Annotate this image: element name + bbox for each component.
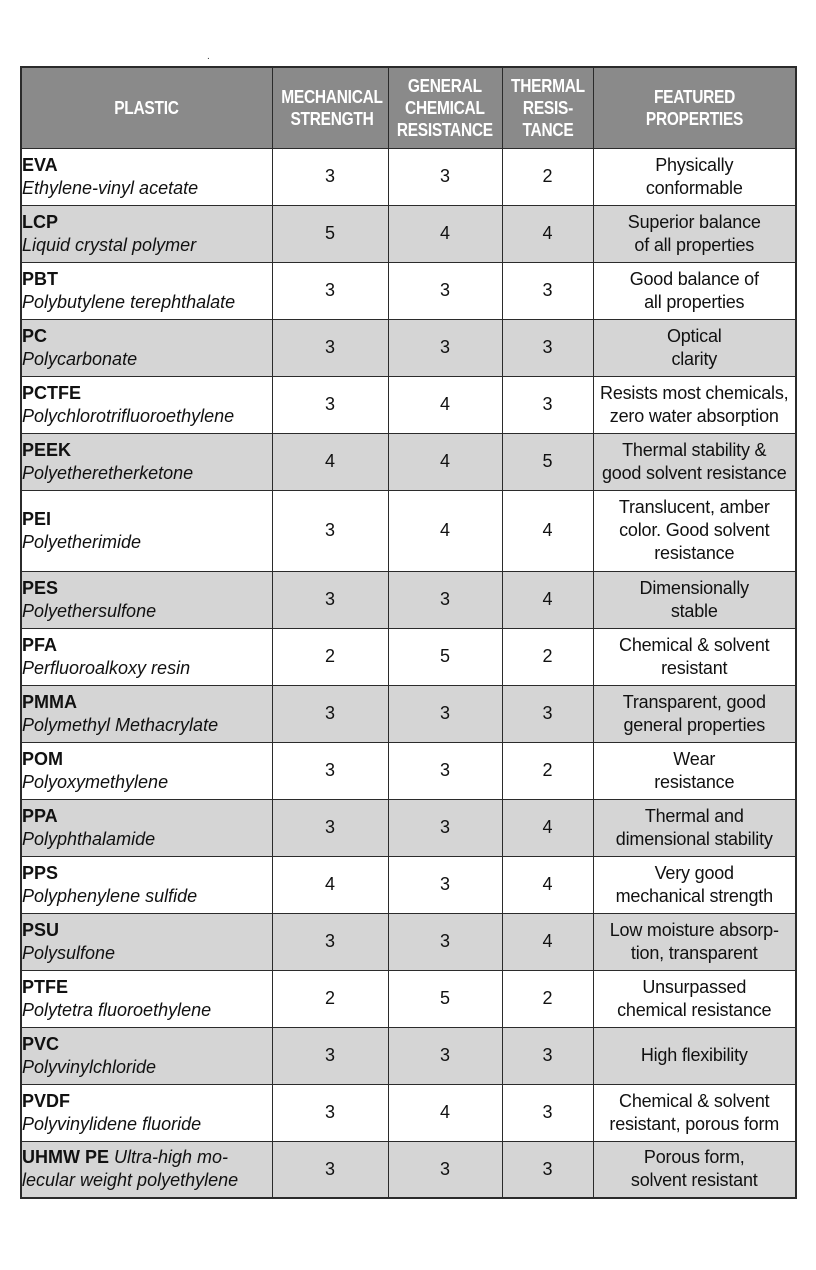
- plastic-cell: [21, 262, 272, 319]
- featured-properties-value: Porous form, solvent resistant: [593, 1141, 796, 1198]
- thermal-resistance-value: 4: [502, 490, 593, 571]
- featured-properties-value: Chemical & solvent resistant: [593, 628, 796, 685]
- thermal-resistance-value: 3: [502, 685, 593, 742]
- plastic-cell: [21, 319, 272, 376]
- plastic-abbreviation: PEI: [22, 508, 52, 529]
- thermal-resistance-value: 5: [502, 433, 593, 490]
- table-row: [21, 490, 796, 571]
- plastic-full-name: Polychlorotrifluoroethylene: [22, 405, 235, 426]
- plastic-full-name: Polytetra fluoroethylene: [22, 999, 212, 1020]
- plastic-cell: [21, 628, 272, 685]
- featured-properties-value: Physically conformable: [593, 148, 796, 205]
- plastic-full-name: Polyethersulfone: [22, 600, 157, 621]
- thermal-resistance-value: 4: [502, 571, 593, 628]
- mechanical-strength-value: 3: [272, 1084, 388, 1141]
- header-plastic: PLASTIC: [21, 67, 272, 148]
- table-row: [21, 262, 796, 319]
- header-general-chemical-resistance: GENERAL CHEMICAL RESISTANCE: [388, 67, 502, 148]
- mechanical-strength-value: 4: [272, 433, 388, 490]
- table-row: [21, 571, 796, 628]
- featured-properties-value: Thermal and dimensional stability: [593, 799, 796, 856]
- plastics-properties-table: [20, 66, 797, 1199]
- featured-properties-value: Dimensionally stable: [593, 571, 796, 628]
- table-row: [21, 970, 796, 1027]
- chemical-resistance-value: 3: [388, 571, 502, 628]
- chemical-resistance-value: 3: [388, 799, 502, 856]
- plastic-abbreviation: EVA: [22, 154, 58, 175]
- mechanical-strength-value: 4: [272, 856, 388, 913]
- plastic-cell: [21, 1141, 272, 1198]
- plastic-cell: [21, 376, 272, 433]
- chemical-resistance-value: 3: [388, 913, 502, 970]
- table-row: [21, 913, 796, 970]
- plastic-abbreviation: UHMW PE: [22, 1147, 109, 1168]
- plastic-abbreviation: PMMA: [22, 691, 77, 712]
- plastic-full-name: Polyvinylidene fluoride: [22, 1113, 202, 1134]
- featured-properties-value: Transparent, good general properties: [593, 685, 796, 742]
- chemical-resistance-value: 4: [388, 1084, 502, 1141]
- plastic-abbreviation: PC: [22, 325, 48, 346]
- header-thermal-resistance: THERMAL RESIS- TANCE: [502, 67, 593, 148]
- header-row: [21, 67, 796, 148]
- plastic-full-name: Ultra-high mo- lecular weight polyethylene: [22, 1147, 239, 1191]
- table-row: [21, 799, 796, 856]
- plastic-abbreviation: PTFE: [22, 976, 69, 997]
- thermal-resistance-value: 2: [502, 742, 593, 799]
- table-header: [21, 67, 796, 148]
- table-row: [21, 205, 796, 262]
- thermal-resistance-value: 4: [502, 205, 593, 262]
- plastic-full-name: Polyphthalamide: [22, 828, 156, 849]
- plastic-abbreviation: PVC: [22, 1033, 60, 1054]
- plastic-full-name: Polyoxymethylene: [22, 771, 169, 792]
- featured-properties-value: Chemical & solvent resistant, porous form: [593, 1084, 796, 1141]
- chemical-resistance-value: 3: [388, 1027, 502, 1084]
- plastic-abbreviation: PCTFE: [22, 382, 82, 403]
- stray-dot-mark: .: [207, 51, 210, 62]
- plastic-abbreviation: PPA: [22, 805, 58, 826]
- chemical-resistance-value: 4: [388, 205, 502, 262]
- mechanical-strength-value: 3: [272, 1141, 388, 1198]
- thermal-resistance-value: 2: [502, 148, 593, 205]
- mechanical-strength-value: 3: [272, 319, 388, 376]
- chemical-resistance-value: 3: [388, 262, 502, 319]
- thermal-resistance-value: 4: [502, 913, 593, 970]
- chemical-resistance-value: 4: [388, 433, 502, 490]
- chemical-resistance-value: 3: [388, 148, 502, 205]
- chemical-resistance-value: 3: [388, 742, 502, 799]
- mechanical-strength-value: 3: [272, 1027, 388, 1084]
- plastic-abbreviation: PVDF: [22, 1090, 71, 1111]
- chemical-resistance-value: 5: [388, 628, 502, 685]
- featured-properties-value: Low moisture absorp- tion, transparent: [593, 913, 796, 970]
- thermal-resistance-value: 2: [502, 970, 593, 1027]
- plastic-cell: [21, 685, 272, 742]
- featured-properties-value: Good balance of all properties: [593, 262, 796, 319]
- table-row: [21, 742, 796, 799]
- table-row: [21, 1141, 796, 1198]
- mechanical-strength-value: 3: [272, 799, 388, 856]
- plastic-cell: [21, 571, 272, 628]
- thermal-resistance-value: 4: [502, 799, 593, 856]
- header-featured-properties: FEATURED PROPERTIES: [593, 67, 796, 148]
- plastic-full-name: Polysulfone: [22, 942, 116, 963]
- plastic-cell: [21, 1027, 272, 1084]
- featured-properties-value: Unsurpassed chemical resistance: [593, 970, 796, 1027]
- chemical-resistance-value: 3: [388, 685, 502, 742]
- featured-properties-value: Wear resistance: [593, 742, 796, 799]
- table-row: [21, 1084, 796, 1141]
- thermal-resistance-value: 2: [502, 628, 593, 685]
- mechanical-strength-value: 3: [272, 490, 388, 571]
- plastic-abbreviation: PPS: [22, 862, 59, 883]
- plastic-full-name: Polyvinylchloride: [22, 1056, 157, 1077]
- plastic-cell: [21, 490, 272, 571]
- table-row: [21, 433, 796, 490]
- chemical-resistance-value: 4: [388, 376, 502, 433]
- mechanical-strength-value: 2: [272, 628, 388, 685]
- mechanical-strength-value: 3: [272, 376, 388, 433]
- mechanical-strength-value: 3: [272, 571, 388, 628]
- plastic-cell: [21, 433, 272, 490]
- table-row: [21, 319, 796, 376]
- table-row: [21, 685, 796, 742]
- thermal-resistance-value: 4: [502, 856, 593, 913]
- plastic-abbreviation: LCP: [22, 211, 58, 232]
- table-row: [21, 148, 796, 205]
- plastic-abbreviation: PSU: [22, 919, 60, 940]
- plastic-cell: [21, 742, 272, 799]
- plastic-full-name: Polybutylene terephthalate: [22, 291, 236, 312]
- plastic-cell: [21, 1084, 272, 1141]
- plastic-cell: [21, 205, 272, 262]
- mechanical-strength-value: 3: [272, 262, 388, 319]
- table-row: [21, 376, 796, 433]
- plastic-cell: [21, 799, 272, 856]
- plastic-cell: [21, 856, 272, 913]
- featured-properties-value: Superior balance of all properties: [593, 205, 796, 262]
- table-row: [21, 856, 796, 913]
- plastic-full-name: Polycarbonate: [22, 348, 138, 369]
- mechanical-strength-value: 3: [272, 913, 388, 970]
- plastic-full-name: Polyphenylene sulfide: [22, 885, 198, 906]
- thermal-resistance-value: 3: [502, 262, 593, 319]
- chemical-resistance-value: 3: [388, 856, 502, 913]
- mechanical-strength-value: 3: [272, 685, 388, 742]
- thermal-resistance-value: 3: [502, 1141, 593, 1198]
- table-row: [21, 1027, 796, 1084]
- mechanical-strength-value: 3: [272, 742, 388, 799]
- plastic-abbreviation: PEEK: [22, 439, 72, 460]
- mechanical-strength-value: 2: [272, 970, 388, 1027]
- thermal-resistance-value: 3: [502, 376, 593, 433]
- plastic-cell: [21, 913, 272, 970]
- featured-properties-value: Very good mechanical strength: [593, 856, 796, 913]
- featured-properties-value: High flexibility: [593, 1027, 796, 1084]
- thermal-resistance-value: 3: [502, 1084, 593, 1141]
- plastic-cell: [21, 148, 272, 205]
- table-row: [21, 628, 796, 685]
- chemical-resistance-value: 3: [388, 1141, 502, 1198]
- plastic-full-name: Polyetheretherketone: [22, 462, 194, 483]
- chemical-resistance-value: 4: [388, 490, 502, 571]
- plastic-full-name: Ethylene-vinyl acetate: [22, 177, 199, 198]
- plastic-full-name: Polymethyl Methacrylate: [22, 714, 219, 735]
- plastic-full-name: Polyetherimide: [22, 531, 142, 552]
- header-mechanical-strength: MECHANICAL STRENGTH: [272, 67, 388, 148]
- plastic-abbreviation: POM: [22, 748, 64, 769]
- plastic-abbreviation: PES: [22, 577, 59, 598]
- mechanical-strength-value: 3: [272, 148, 388, 205]
- table-body: [21, 148, 796, 1198]
- plastic-full-name: Perfluoroalkoxy resin: [22, 657, 191, 678]
- mechanical-strength-value: 5: [272, 205, 388, 262]
- plastic-abbreviation: PBT: [22, 268, 58, 289]
- chemical-resistance-value: 3: [388, 319, 502, 376]
- thermal-resistance-value: 3: [502, 319, 593, 376]
- featured-properties-value: Optical clarity: [593, 319, 796, 376]
- plastic-full-name: Liquid crystal polymer: [22, 234, 197, 255]
- chemical-resistance-value: 5: [388, 970, 502, 1027]
- featured-properties-value: Thermal stability & good solvent resistance: [593, 433, 796, 490]
- thermal-resistance-value: 3: [502, 1027, 593, 1084]
- featured-properties-value: Translucent, amber color. Good solvent resistance: [593, 490, 796, 571]
- featured-properties-value: Resists most chemicals, zero water absorption: [593, 376, 796, 433]
- plastic-abbreviation: PFA: [22, 634, 58, 655]
- plastic-cell: [21, 970, 272, 1027]
